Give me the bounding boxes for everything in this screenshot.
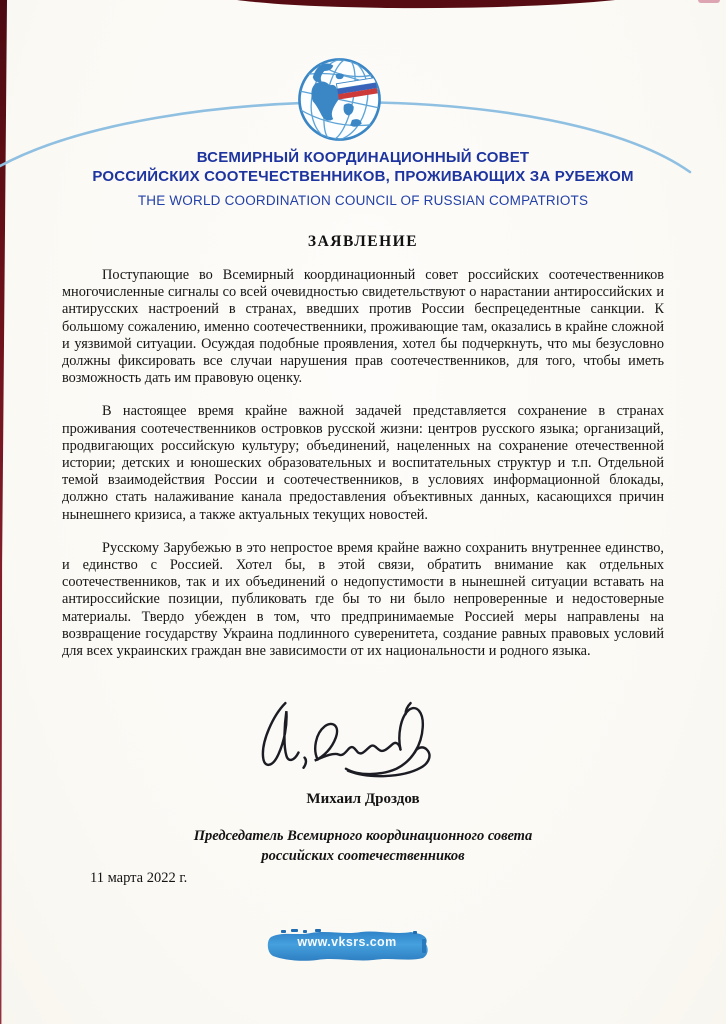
paragraph-3: Русскому Зарубежью в это непростое время крайне важно сохранить внутреннее единство, и единство с Россией. Хотел бы, в этой связи, обратить внимание как отдельных соотечественников, так и их объединений о недопустимости в нынешней ситуации вставать на антироссийские позиции, публиковать где бы то ни было непроверенные и недостоверные материалы. Твердо убежден в том, что предпринимаемые Россией меры направлены на возвращение государству Украина подлинного суверенитета, создание равных правовых условий для всех украинских граждан вне зависимости от их национальности и родного языка. [62, 539, 664, 660]
document-body [62, 267, 664, 660]
paragraph-1: Поступающие во Всемирный координационный совет российских соотечественников многочисленные сигналы со всей очевидностью свидетельствуют о нарастании антироссийских и антирусских настроений в странах, введших против России беспрецедентные санкции. К большому сожалению, именно соотечественники, проживающие там, оказались в крайне сложной и уязвимой ситуации. Осуждая подобные проявления, хотел бы подчеркнуть, что мы безусловно должны фиксировать все случаи нарушения прав соотечественников, для того, чтобы иметь возможность дать им правовую оценку. [62, 267, 664, 387]
org-name-russian [0, 148, 726, 186]
signatory-name: Михаил Дроздов [306, 791, 420, 807]
org-name-english: THE WORLD COORDINATION COUNCIL OF RUSSIAN COMPATRIOTS [137, 193, 589, 208]
website-url: www.vksrs.com [297, 935, 397, 949]
org-name-ru-line2: РОССИЙСКИХ СООТЕЧЕСТВЕННИКОВ, ПРОЖИВАЮЩИХ ЗА РУБЕЖОМ [92, 168, 634, 185]
website-banner [263, 927, 431, 967]
signature-image [249, 697, 451, 793]
signatory-title-line1: Председатель Всемирного координационного совета [193, 828, 533, 844]
document-title: ЗАЯВЛЕНИЕ [307, 233, 419, 250]
signatory-title [0, 827, 726, 866]
org-name-ru-line1: ВСЕМИРНЫЙ КООРДИНАЦИОННЫЙ СОВЕТ [196, 149, 530, 166]
signatory-title-line2: российских соотечественников [261, 847, 465, 864]
paragraph-2: В настоящее время крайне важной задачей представляется сохранение в странах проживания соотечественников островков русской жизни: центров русского языка; организаций, продвигающих российскую культуру; объединений, нацеленных на сохранение отечественной истории; детских и юношеских образовательных и воспитательных структур и т.п. Отдельной темой взаимодействия России и соотечественников, в условиях информационной блокады, должно стать налаживание канала предоставления объективных данных, касающихся причин нынешнего кризиса, а также актуальных текущих новостей. [62, 403, 664, 523]
document-date: 11 марта 2022 г. [90, 870, 188, 886]
